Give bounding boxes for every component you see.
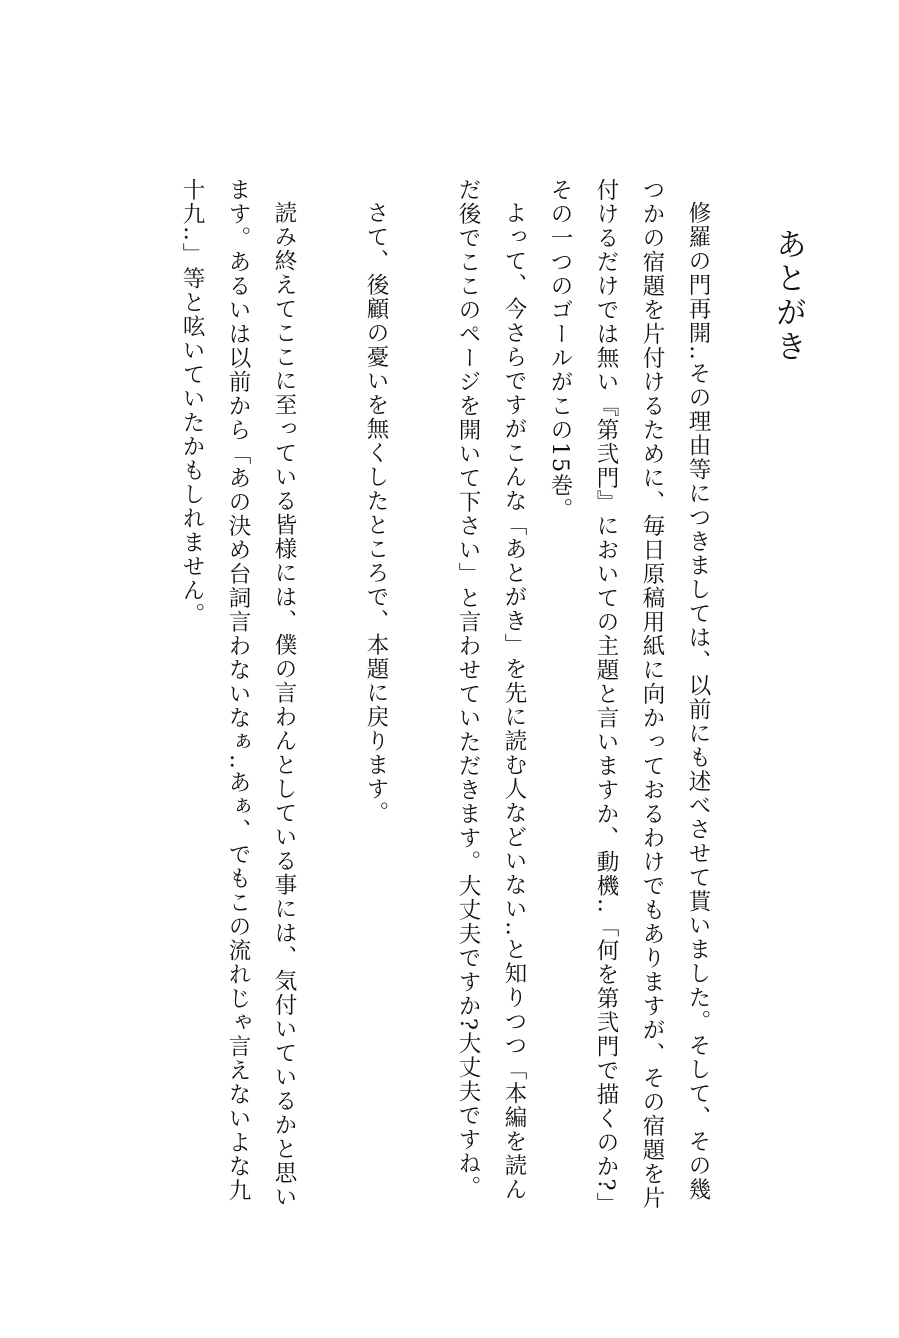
paragraph-3: さて、後顧の憂いを無くしたところで、本題に戻ります。: [363, 200, 389, 825]
paragraph-1: 修羅の門再開‥その理由等につきましては、以前にも述べさせて貰いました。そして、その幾つかの宿題を片付けるために、毎日原稿用紙に向かっておるわけでもありますが、その宿題を片付けるだけでは無い『第弐門』においての主題と言いますか、動機‥「何を第弐門で描くのか?」その一つのゴールがこの15巻。: [547, 178, 711, 1217]
paragraph-spacer: [307, 178, 353, 188]
paragraph-spacer: [399, 178, 445, 188]
afterword-body: [151, 178, 721, 1218]
paragraph-4: 読み終えてここに至っている皆様には、僕の言わんとしている事には、気付いているかと思います。あるいは以前から「あの決め台詞言わないなぁ‥あぁ、でもこの流れじゃ言えないよな九十九‥」等と呟いていたかもしれません。: [179, 178, 297, 1209]
page-title: あとがき: [770, 228, 806, 364]
paragraph-2: よって、今さらですがこんな「あとがき」を先に読む人などいない‥と知りつつ「本編を読んだ後でここのページを開いて下さい」と言わせていただきます。大丈夫ですか?大丈夫ですね。: [455, 178, 527, 1202]
